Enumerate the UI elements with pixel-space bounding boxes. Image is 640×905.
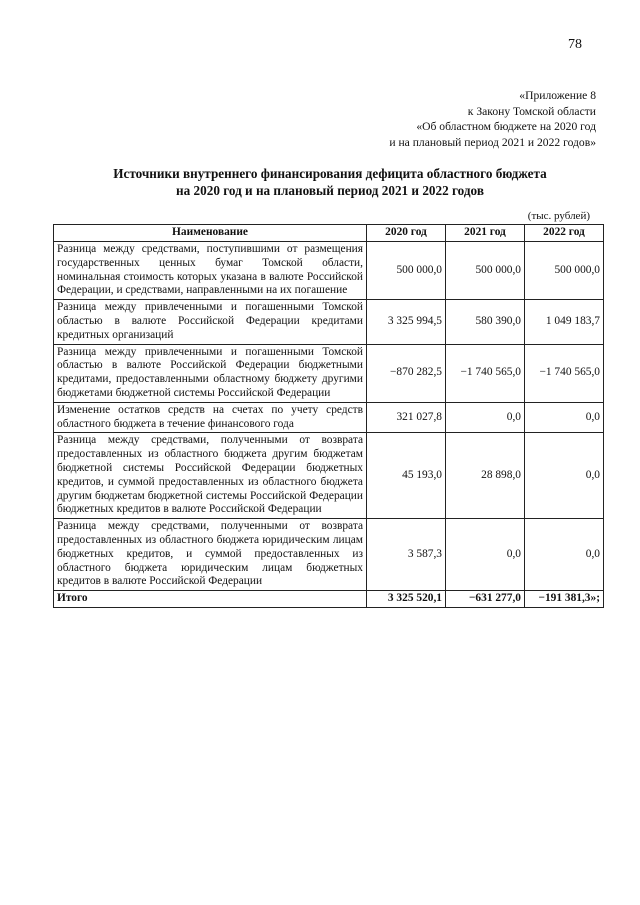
- row-name: Разница между средствами, полученными от возврата предоставленных из областного бюджета юридическим лицам бюджетных кредитов, и суммой предоставленных из областного бюджета юридическим лицам бюджетных кредитов в валюте Российской Федерации: [54, 519, 367, 591]
- row-value-2022: 500 000,0: [525, 242, 604, 300]
- units-label: (тыс. рублей): [527, 210, 590, 222]
- appendix-line: «Приложение 8: [519, 89, 596, 102]
- appendix-line: и на плановый период 2021 и 2022 годов»: [389, 135, 596, 149]
- row-name: Разница между привлеченными и погашенными Томской областью в валюте Российской Федерации бюджетными кредитами, предоставленными областному бюджету другими бюджетами бюджетной системы Российской Федерации: [54, 344, 367, 402]
- row-value-2020: −870 282,5: [367, 344, 446, 402]
- title-line: Источники внутреннего финансирования дефицита областного бюджета: [113, 166, 547, 181]
- table-row: [54, 300, 604, 344]
- row-name: Разница между средствами, поступившими от размещения государственных ценных бумаг Томской области, номинальная стоимость которых указана в валюте Российской Федерации, и средствами, направленными на их погашение: [54, 242, 367, 300]
- table-row: [54, 344, 604, 402]
- row-value-2021: 0,0: [446, 519, 525, 591]
- appendix-reference: [389, 88, 596, 150]
- total-label: Итого: [54, 591, 367, 608]
- table-row: [54, 402, 604, 433]
- total-2020: 3 325 520,1: [367, 591, 446, 608]
- row-value-2020: 3 325 994,5: [367, 300, 446, 344]
- row-value-2022: 0,0: [525, 433, 604, 519]
- row-value-2022: 0,0: [525, 402, 604, 433]
- row-value-2022: 0,0: [525, 519, 604, 591]
- header-2020: 2020 год: [367, 225, 446, 242]
- row-name: Изменение остатков средств на счетах по учету средств областного бюджета в течение финансового года: [54, 402, 367, 433]
- row-name: Разница между привлеченными и погашенными Томской областью в валюте Российской Федерации кредитами кредитных организаций: [54, 300, 367, 344]
- row-value-2020: 3 587,3: [367, 519, 446, 591]
- table-header-row: [54, 225, 604, 242]
- table-row: [54, 519, 604, 591]
- appendix-line: к Закону Томской области: [467, 104, 596, 118]
- table-row: [54, 433, 604, 519]
- row-name: Разница между средствами, полученными от возврата предоставленных из областного бюджета другим бюджетам бюджетной системы Российской Федерации бюджетных кредитов, и суммой предоставленных из областного бюджета другим бюджетам бюджетной системы Российской Федерации бюджетных кредитов в валюте Российской Федерации: [54, 433, 367, 519]
- row-value-2021: 500 000,0: [446, 242, 525, 300]
- page-number: 78: [568, 37, 582, 52]
- row-value-2022: 1 049 183,7: [525, 300, 604, 344]
- row-value-2020: 45 193,0: [367, 433, 446, 519]
- header-2022: 2022 год: [525, 225, 604, 242]
- header-2021: 2021 год: [446, 225, 525, 242]
- row-value-2021: 580 390,0: [446, 300, 525, 344]
- row-value-2020: 500 000,0: [367, 242, 446, 300]
- row-value-2021: 28 898,0: [446, 433, 525, 519]
- total-2022: −191 381,3»;: [525, 591, 604, 608]
- appendix-line: «Об областном бюджете на 2020 год: [416, 120, 596, 133]
- document-title: [40, 166, 620, 199]
- row-value-2021: −1 740 565,0: [446, 344, 525, 402]
- row-value-2021: 0,0: [446, 402, 525, 433]
- row-value-2020: 321 027,8: [367, 402, 446, 433]
- row-value-2022: −1 740 565,0: [525, 344, 604, 402]
- total-2021: −631 277,0: [446, 591, 525, 608]
- header-name: Наименование: [54, 225, 367, 242]
- financing-sources-table: [53, 224, 604, 608]
- title-line: на 2020 год и на плановый период 2021 и 2022 годов: [176, 182, 484, 198]
- total-row: [54, 591, 604, 608]
- table-row: [54, 242, 604, 300]
